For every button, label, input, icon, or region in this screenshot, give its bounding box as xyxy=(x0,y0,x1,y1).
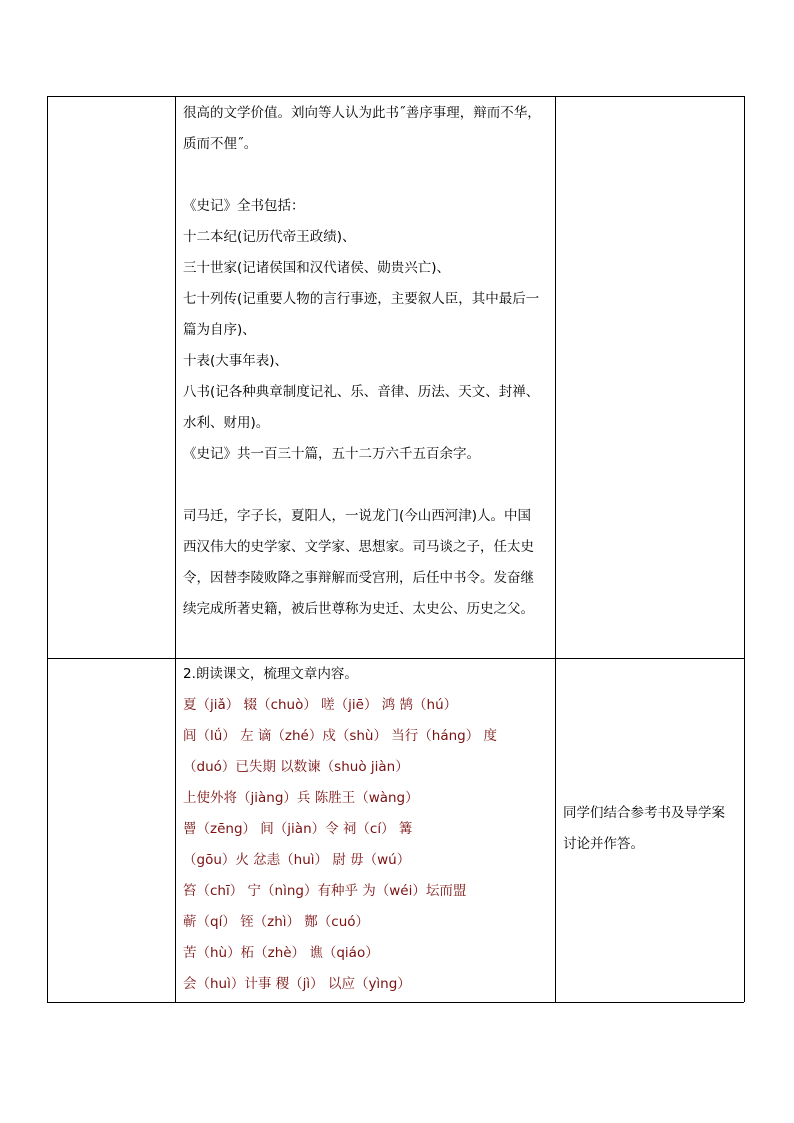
table-border-right xyxy=(744,96,745,1002)
text-line: 很高的文学价值。刘向等人认为此书˝善序事理，辩而不华， xyxy=(183,105,541,121)
pronunciation-line: 苦（hù）柘（zhè） 谯（qiáo） xyxy=(183,945,379,961)
text-line: 《史记》共一百三十篇，五十二万六千五百余字。 xyxy=(183,446,480,462)
text-line: 十表(大事年表)、 xyxy=(183,353,289,369)
blank-line xyxy=(183,160,555,191)
section-heading: 2.朗读课文，梳理文章内容。 xyxy=(183,666,358,682)
text-line: 西汉伟大的史学家、文学家、思想家。司马谈之子，任太史 xyxy=(183,539,534,555)
table-border-left xyxy=(47,96,48,1002)
text-line: 质而不俚˝。 xyxy=(183,136,258,152)
text-line: 篇为自序)、 xyxy=(183,322,256,338)
pronunciation-line: 夏（jiǎ） 辍（chuò） 嗟（jiē） 鸿 鹄（hú） xyxy=(183,697,458,713)
text-line: 水利、财用)。 xyxy=(183,415,270,431)
pronunciation-line: 会（huì）计事 稷（jì） 以应（yìng） xyxy=(183,976,411,992)
lesson-table xyxy=(47,96,744,1002)
text-line: 司马迁，字子长，夏阳人，一说龙门(今山西河津)人。中国 xyxy=(183,508,532,524)
row2-content-cell xyxy=(175,659,555,1000)
pronunciation-line: 蕲（qí） 铚（zhì） 酂（cuó） xyxy=(183,914,370,930)
row1-content-cell xyxy=(175,98,555,625)
text-line: 《史记》全书包括： xyxy=(183,198,305,214)
table-border-bottom xyxy=(47,1002,744,1003)
text-line: 七十列传(记重要人物的言行事迹，主要叙人臣，其中最后一 xyxy=(183,291,540,307)
row2-note-cell xyxy=(555,798,744,860)
text-line: 续完成所著史籍，被后世尊称为史迁、太史公、历史之父。 xyxy=(183,601,534,617)
note-line: 同学们结合参考书及导学案 xyxy=(563,805,725,821)
pronunciation-line: 闾（lǘ） 左 谪（zhé）戍（shù） 当行（háng） 度 xyxy=(183,728,498,744)
text-line: 十二本纪(记历代帝王政绩)、 xyxy=(183,229,356,245)
note-line: 讨论并作答。 xyxy=(563,836,644,852)
text-line: 令，因替李陵败降之事辩解而受宫刑，后任中书令。发奋继 xyxy=(183,570,534,586)
blank-line xyxy=(183,470,555,501)
text-line: 八书(记各种典章制度记礼、乐、音律、历法、天文、封禅、 xyxy=(183,384,540,400)
pronunciation-line: （duó）已失期 以数谏（shuò jiàn） xyxy=(183,759,409,775)
pronunciation-line: 笞（chī） 宁（nìng）有种乎 为（wéi）坛而盟 xyxy=(183,883,467,899)
pronunciation-line: （gōu）火 忿恚（huì） 尉 毋（wú） xyxy=(183,852,411,868)
table-border-top xyxy=(47,96,744,97)
pronunciation-line: 罾（zēng） 间（jiàn）令 祠（cí） 篝 xyxy=(183,821,413,837)
pronunciation-line: 上使外将（jiàng）兵 陈胜王（wàng） xyxy=(183,790,419,806)
table-divider-2 xyxy=(555,96,556,1002)
text-line: 三十世家(记诸侯国和汉代诸侯、勋贵兴亡)、 xyxy=(183,260,451,276)
